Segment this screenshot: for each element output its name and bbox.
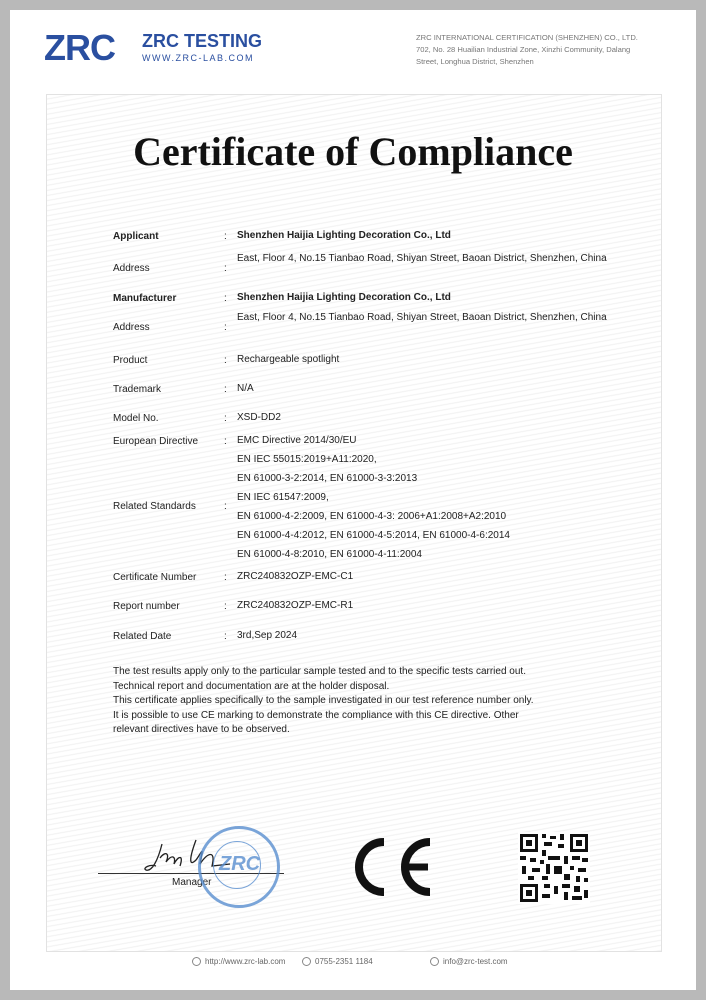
- manager-label: Manager: [172, 877, 212, 888]
- model-value: XSD-DD2: [237, 412, 281, 423]
- logo-mark: [44, 28, 115, 68]
- standard-line: EN 61000-4-4:2012, EN 61000-4-5:2014, EN 61000-4-6:2014: [237, 530, 510, 541]
- address-line: Street, Longhua District, Shenzhen: [416, 57, 534, 66]
- footer-phone: [302, 957, 373, 966]
- product-value: Rechargeable spotlight: [237, 354, 340, 365]
- phone-text: 0755-2351 1184: [315, 957, 373, 966]
- colon: :: [224, 601, 227, 612]
- date-value: 3rd,Sep 2024: [237, 630, 298, 641]
- colon: :: [224, 293, 227, 304]
- colon: :: [224, 384, 227, 395]
- colon: :: [224, 231, 227, 242]
- email-text: info@zrc-test.com: [443, 957, 508, 966]
- address1-label: Address: [113, 263, 150, 274]
- standard-line: EN 61000-4-8:2010, EN 61000-4-11:2004: [237, 549, 422, 560]
- note-line: This certificate applies specifically to the sample investigated in our test reference number only.: [113, 695, 534, 706]
- certificate-title: Certificate of Compliance: [133, 129, 573, 174]
- address-line: 702, No. 28 Huailian Industrial Zone, Xinzhi Community, Dalang: [416, 45, 631, 54]
- zrc-stamp: [198, 826, 280, 908]
- model-label: Model No.: [113, 413, 159, 424]
- colon: :: [224, 263, 227, 274]
- note-line: The test results apply only to the particular sample tested and to the specific tests carried out.: [113, 666, 526, 677]
- ce-mark-icon: [346, 836, 436, 898]
- standards-label: Related Standards: [113, 501, 196, 512]
- address2-label: Address: [113, 322, 150, 333]
- colon: :: [224, 436, 227, 447]
- trademark-value: N/A: [237, 383, 254, 394]
- cert-number-label: Certificate Number: [113, 572, 197, 583]
- footer-website[interactable]: [192, 957, 285, 966]
- colon: :: [224, 413, 227, 424]
- stamp-text: ZRC: [219, 853, 261, 875]
- colon: :: [224, 355, 227, 366]
- report-number-value: ZRC240832OZP-EMC-R1: [237, 600, 354, 611]
- phone-icon: [302, 957, 311, 966]
- website-text: http://www.zrc-lab.com: [205, 957, 286, 966]
- globe-icon: [192, 957, 201, 966]
- logo-name: ZRC TESTING: [142, 31, 262, 51]
- manufacturer-label: Manufacturer: [113, 293, 177, 304]
- footer-email[interactable]: [430, 957, 508, 966]
- date-label: Related Date: [113, 631, 172, 642]
- standard-line: EN 61000-3-2:2014, EN 61000-3-3:2013: [237, 473, 418, 484]
- standard-line: EN IEC 55015:2019+A11:2020,: [237, 454, 377, 465]
- address2-value: East, Floor 4, No.15 Tianbao Road, Shiyan Street, Baoan District, Shenzhen, China: [237, 312, 607, 323]
- note-line: relevant directives have to be observed.: [113, 724, 290, 735]
- certificate-notes: [113, 665, 583, 738]
- colon: :: [224, 572, 227, 583]
- qr-code-icon: [518, 832, 590, 904]
- cert-number-value: ZRC240832OZP-EMC-C1: [237, 571, 354, 582]
- address-line: ZRC INTERNATIONAL CERTIFICATION (SHENZHEN) CO., LTD.: [416, 33, 638, 42]
- manufacturer-value: Shenzhen Haijia Lighting Decoration Co., Ltd: [237, 292, 451, 303]
- company-address: [416, 32, 656, 68]
- applicant-value: Shenzhen Haijia Lighting Decoration Co., Ltd: [237, 230, 451, 241]
- address1-value: East, Floor 4, No.15 Tianbao Road, Shiyan Street, Baoan District, Shenzhen, China: [237, 253, 607, 264]
- directive-value: EMC Directive 2014/30/EU: [237, 435, 357, 446]
- applicant-label: Applicant: [113, 231, 159, 242]
- standards-value: [237, 450, 607, 564]
- logo-url: WWW.ZRC-LAB.COM: [142, 53, 254, 63]
- standard-line: EN IEC 61547:2009,: [237, 492, 329, 503]
- note-line: It is possible to use CE marking to demonstrate the compliance with this CE directive. Other: [113, 709, 519, 721]
- trademark-label: Trademark: [113, 384, 161, 395]
- note-line: Technical report and documentation are at the holder disposal.: [113, 680, 390, 692]
- standard-line: EN 61000-4-2:2009, EN 61000-4-3: 2006+A1:2008+A2:2010: [237, 511, 507, 522]
- product-label: Product: [113, 355, 148, 366]
- mail-icon: [430, 957, 439, 966]
- report-number-label: Report number: [113, 601, 180, 612]
- logo-mark-text: ZRC: [44, 27, 115, 68]
- colon: :: [224, 322, 227, 333]
- colon: :: [224, 631, 227, 642]
- directive-label: European Directive: [113, 436, 199, 447]
- colon: :: [224, 501, 227, 512]
